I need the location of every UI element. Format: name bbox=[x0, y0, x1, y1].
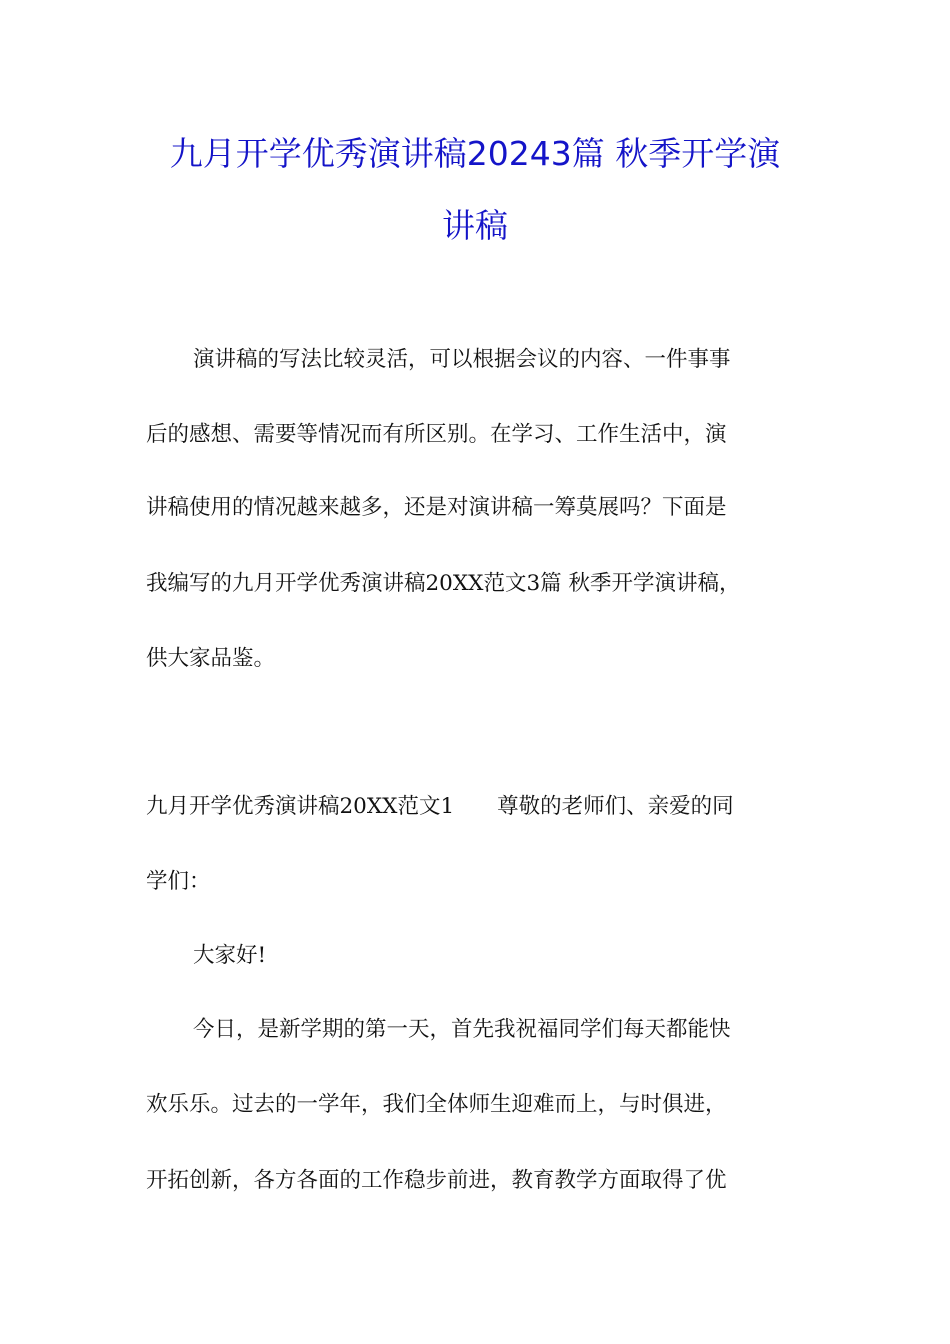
greeting-line: 大家好! bbox=[193, 943, 267, 968]
paragraph-line: 供大家品鉴。 bbox=[146, 646, 276, 671]
paragraph-line: 开拓创新，各方各面的工作稳步前进，教育教学方面取得了优 bbox=[146, 1168, 727, 1193]
paragraph-line: 欢乐乐。过去的一学年，我们全体师生迎难而上，与时俱进， bbox=[146, 1092, 727, 1117]
paragraph-line: 我编写的九月开学优秀演讲稿20XX范文3篇 秋季开学演讲稿， bbox=[146, 571, 741, 596]
paragraph-line: 演讲稿的写法比较灵活，可以根据会议的内容、一件事事 bbox=[193, 347, 731, 372]
document-title-line-2: 讲稿 bbox=[442, 206, 508, 245]
paragraph-line: 后的感想、需要等情况而有所区别。在学习、工作生活中，演 bbox=[146, 422, 727, 447]
paragraph-line: 今日，是新学期的第一天，首先我祝福同学们每天都能快 bbox=[193, 1017, 731, 1042]
paragraph-line: 讲稿使用的情况越来越多，还是对演讲稿一筹莫展吗？下面是 bbox=[146, 495, 727, 520]
document-title-line-1: 九月开学优秀演讲稿20243篇 秋季开学演 bbox=[169, 134, 781, 173]
paragraph-line: 学们： bbox=[146, 869, 211, 894]
section-heading-line: 九月开学优秀演讲稿20XX范文1 尊敬的老师们、亲爱的同 bbox=[146, 794, 734, 819]
